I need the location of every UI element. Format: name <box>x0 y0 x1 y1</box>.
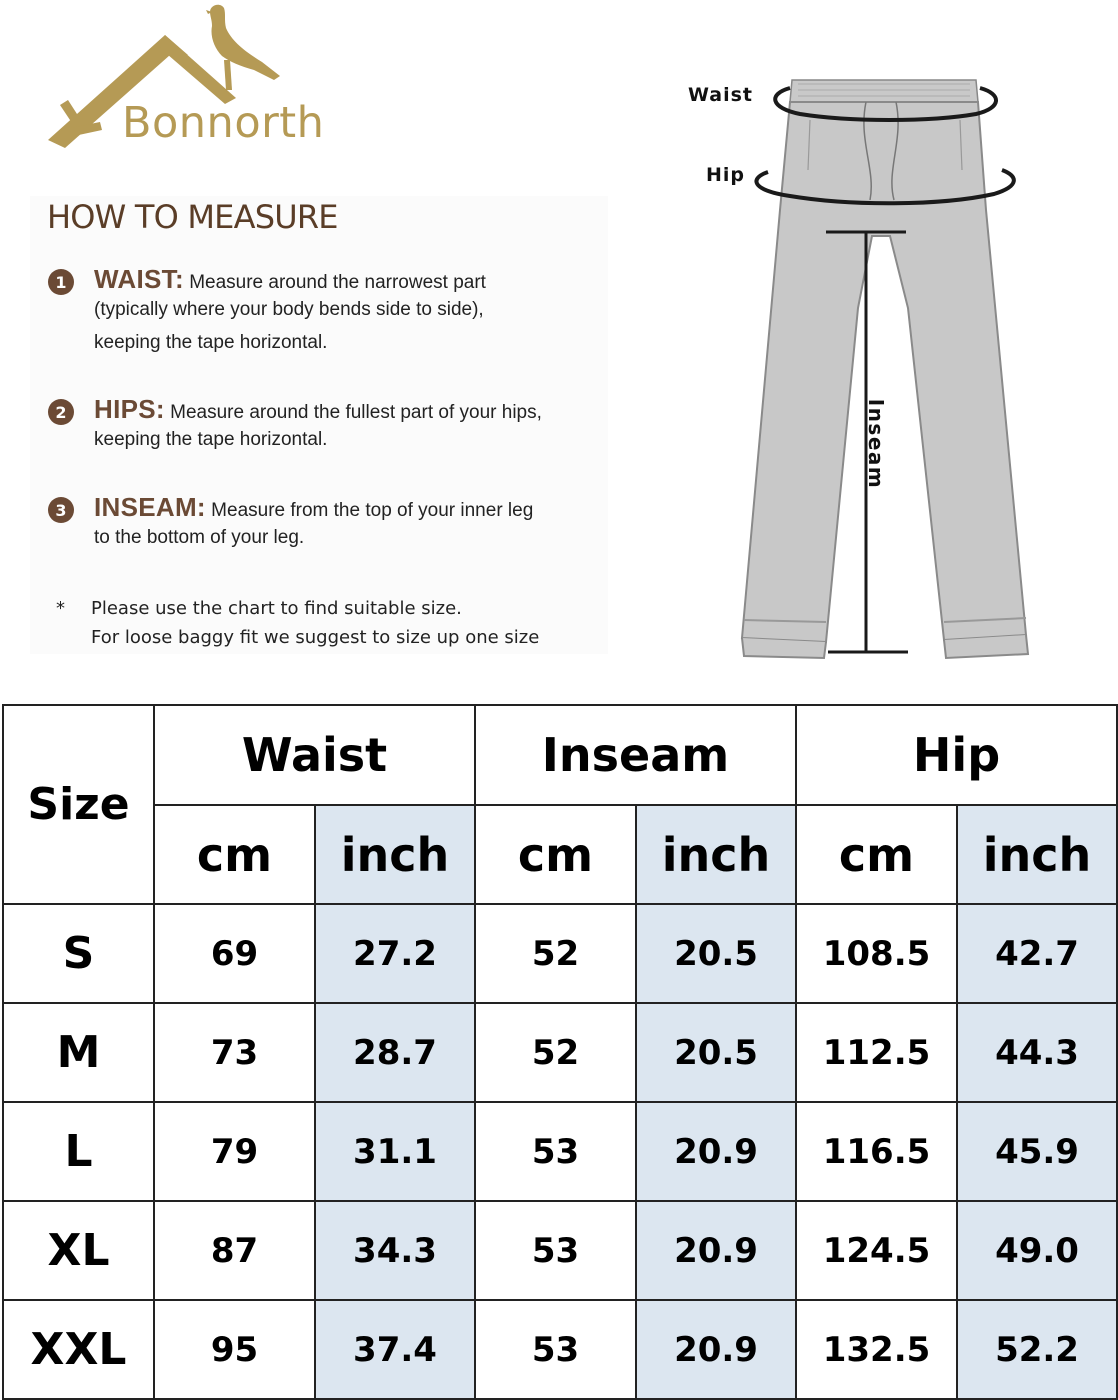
step-desc-line: keeping the tape horizontal. <box>94 429 328 450</box>
hip-label: Hip <box>706 164 746 186</box>
pants-diagram-icon <box>680 60 1100 670</box>
group-header-hip: Hip <box>796 705 1117 805</box>
table-cell: 20.5 <box>636 904 796 1003</box>
table-cell: 34.3 <box>315 1201 475 1300</box>
size-cell: XXL <box>3 1300 154 1399</box>
table-cell: 52.2 <box>957 1300 1117 1399</box>
table-cell: 124.5 <box>796 1201 957 1300</box>
table-cell: 112.5 <box>796 1003 957 1102</box>
table-cell: 27.2 <box>315 904 475 1003</box>
table-cell: 95 <box>154 1300 315 1399</box>
table-cell: 42.7 <box>957 904 1117 1003</box>
table-cell: 132.5 <box>796 1300 957 1399</box>
note-marker: * <box>56 598 65 619</box>
size-cell: XL <box>3 1201 154 1300</box>
step-key: INSEAM: <box>94 492 206 522</box>
table-cell: 53 <box>475 1300 636 1399</box>
table-cell: 53 <box>475 1102 636 1201</box>
table-cell: 49.0 <box>957 1201 1117 1300</box>
unit-header: inch <box>636 805 796 904</box>
step-desc-line: keeping the tape horizontal. <box>94 332 328 353</box>
table-row <box>3 1300 1117 1399</box>
table-cell: 108.5 <box>796 904 957 1003</box>
table-row <box>3 1003 1117 1102</box>
step-desc-line: to the bottom of your leg. <box>94 527 305 548</box>
table-cell: 87 <box>154 1201 315 1300</box>
table-cell: 45.9 <box>957 1102 1117 1201</box>
unit-header: cm <box>796 805 957 904</box>
table-row <box>3 1102 1117 1201</box>
unit-header: inch <box>315 805 475 904</box>
guide-title: HOW TO MEASURE <box>47 198 338 236</box>
table-cell: 73 <box>154 1003 315 1102</box>
step-number: 3 <box>48 497 74 523</box>
unit-header: inch <box>957 805 1117 904</box>
note-line: Please use the chart to find suitable size. <box>91 598 462 619</box>
table-cell: 53 <box>475 1201 636 1300</box>
table-cell: 52 <box>475 904 636 1003</box>
unit-header: cm <box>154 805 315 904</box>
step-desc-line: (typically where your body bends side to side), <box>94 299 484 320</box>
brand-name: Bonnorth <box>122 98 325 148</box>
step-desc: Measure around the fullest part of your hips, <box>170 402 542 423</box>
table-cell: 20.9 <box>636 1201 796 1300</box>
table-cell: 20.9 <box>636 1300 796 1399</box>
size-header: Size <box>3 705 154 904</box>
size-chart-table <box>2 704 1118 1400</box>
step-desc: Measure around the narrowest part <box>189 272 486 293</box>
table-cell: 20.5 <box>636 1003 796 1102</box>
table-row <box>3 904 1117 1003</box>
table-cell: 44.3 <box>957 1003 1117 1102</box>
size-cell: L <box>3 1102 154 1201</box>
table-cell: 52 <box>475 1003 636 1102</box>
step-number: 1 <box>48 269 74 295</box>
brand-logo <box>40 0 350 160</box>
step-key: HIPS: <box>94 394 165 424</box>
waist-label: Waist <box>688 84 754 106</box>
table-cell: 79 <box>154 1102 315 1201</box>
table-cell: 31.1 <box>315 1102 475 1201</box>
table-cell: 28.7 <box>315 1003 475 1102</box>
table-cell: 20.9 <box>636 1102 796 1201</box>
table-cell: 69 <box>154 904 315 1003</box>
group-header-waist: Waist <box>154 705 475 805</box>
table-cell: 37.4 <box>315 1300 475 1399</box>
table-cell: 116.5 <box>796 1102 957 1201</box>
group-header-inseam: Inseam <box>475 705 796 805</box>
inseam-label: Inseam <box>864 398 888 490</box>
size-cell: M <box>3 1003 154 1102</box>
size-cell: S <box>3 904 154 1003</box>
unit-header: cm <box>475 805 636 904</box>
note-line: For loose baggy fit we suggest to size up one size <box>91 627 540 648</box>
table-row <box>3 1201 1117 1300</box>
step-desc: Measure from the top of your inner leg <box>211 500 534 521</box>
step-number: 2 <box>48 399 74 425</box>
step-key: WAIST: <box>94 264 184 294</box>
